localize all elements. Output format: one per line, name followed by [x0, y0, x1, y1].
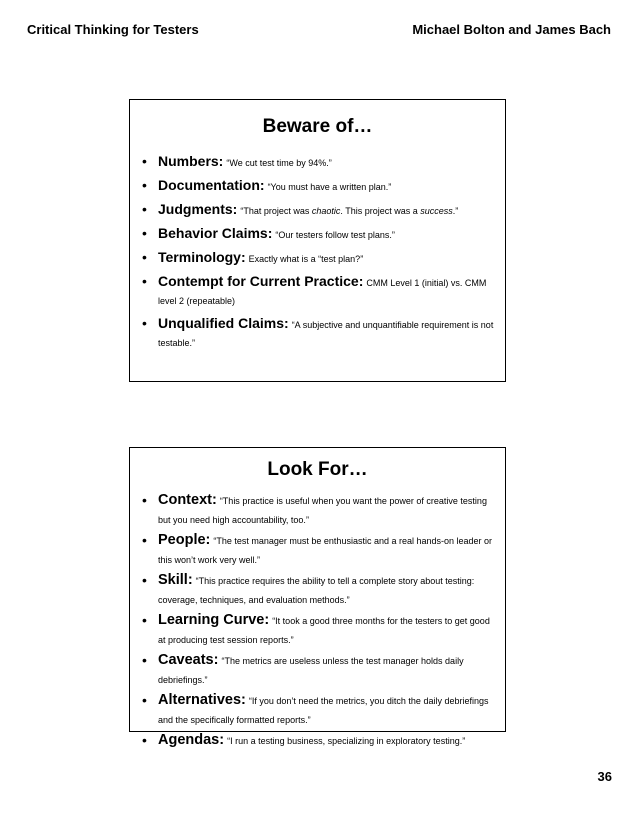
- bullet-icon: •: [142, 249, 147, 265]
- slide-beware-of: [129, 99, 506, 382]
- bullet-icon: •: [142, 492, 147, 508]
- bullet-term: Documentation:: [158, 177, 265, 193]
- bullet-term: Contempt for Current Practice:: [158, 273, 364, 289]
- bullet-term: Caveats:: [158, 652, 219, 668]
- desc-part: . This project was a: [340, 206, 421, 216]
- bullet-icon: •: [142, 692, 147, 708]
- bullet-desc: “The test manager must be enthusiastic and a real hands-on leader or this won’t work very well.”: [158, 536, 493, 565]
- bullet-icon: •: [142, 225, 147, 241]
- list-item: [142, 650, 495, 688]
- slide-look-for: [129, 447, 506, 748]
- bullet-icon: •: [142, 652, 147, 668]
- bullet-term: Skill:: [158, 572, 193, 588]
- list-item: [142, 570, 495, 608]
- bullet-term: Judgments:: [158, 201, 238, 217]
- bullet-desc: “You must have a written plan.”: [267, 182, 392, 192]
- bullet-term: Learning Curve:: [158, 612, 270, 628]
- bullet-desc: “Our testers follow test plans.”: [275, 230, 395, 240]
- bullet-term: Numbers:: [158, 153, 224, 169]
- bullet-icon: •: [142, 273, 147, 289]
- slide-title: Look For…: [267, 459, 368, 480]
- page-number: 36: [597, 769, 612, 784]
- bullet-icon: •: [142, 315, 147, 331]
- bullet-term: Terminology:: [158, 249, 246, 265]
- list-item: [142, 730, 495, 750]
- bullet-desc: Exactly what is a “test plan?”: [248, 254, 364, 264]
- bullet-term: Unqualified Claims:: [158, 315, 289, 331]
- bullet-desc: “I run a testing business, specializing in exploratory testing.”: [227, 736, 466, 746]
- bullet-icon: •: [142, 532, 147, 548]
- list-item: [142, 199, 495, 219]
- bullet-term: Behavior Claims:: [158, 225, 273, 241]
- bullet-term: Alternatives:: [158, 692, 246, 708]
- list-item: [142, 690, 495, 728]
- bullet-desc: “The metrics are useless unless the test manager holds daily debriefings.”: [158, 656, 464, 685]
- bullet-term: Context:: [158, 492, 217, 508]
- list-item: [142, 490, 495, 528]
- bullet-icon: •: [142, 732, 147, 748]
- slide-title: Beware of…: [262, 116, 373, 137]
- bullet-icon: •: [142, 612, 147, 628]
- list-item: [142, 530, 495, 568]
- bullet-desc: “It took a good three months for the testers to get good at producing test session reports.”: [158, 616, 490, 645]
- desc-emphasis: success: [420, 206, 453, 216]
- bullet-desc: “A subjective and unquantifiable requirement is not testable.”: [158, 320, 494, 348]
- bullet-icon: •: [142, 177, 147, 193]
- bullet-list: [142, 151, 495, 355]
- desc-emphasis: chaotic: [311, 206, 341, 216]
- desc-part: “That project was: [240, 206, 312, 216]
- bullet-desc: CMM Level 1 (initial) vs. CMM level 2 (repeatable): [158, 278, 487, 306]
- bullet-desc: “This practice requires the ability to tell a complete story about testing: coverage, techniques, and evaluation methods.”: [158, 576, 475, 605]
- bullet-icon: •: [142, 201, 147, 217]
- desc-part: .”: [452, 206, 459, 216]
- list-item: [142, 313, 495, 351]
- bullet-term: Agendas:: [158, 732, 225, 748]
- bullet-desc: “This practice is useful when you want the power of creative testing but you need high accountability, too.”: [158, 496, 487, 525]
- bullet-icon: •: [142, 572, 147, 588]
- list-item: [142, 271, 495, 309]
- list-item: [142, 610, 495, 648]
- bullet-desc: “We cut test time by 94%.”: [226, 158, 332, 168]
- bullet-desc: “If you don’t need the metrics, you ditch the daily debriefings and the specifically formatted reports.”: [158, 696, 489, 725]
- list-item: [142, 247, 495, 267]
- list-item: [142, 151, 495, 171]
- bullet-icon: •: [142, 153, 147, 169]
- list-item: [142, 175, 495, 195]
- bullet-list: [142, 490, 495, 752]
- list-item: [142, 223, 495, 243]
- header-title: Critical Thinking for Testers: [27, 22, 199, 37]
- bullet-term: People:: [158, 532, 211, 548]
- header-authors: Michael Bolton and James Bach: [412, 22, 611, 37]
- bullet-desc: [240, 206, 458, 216]
